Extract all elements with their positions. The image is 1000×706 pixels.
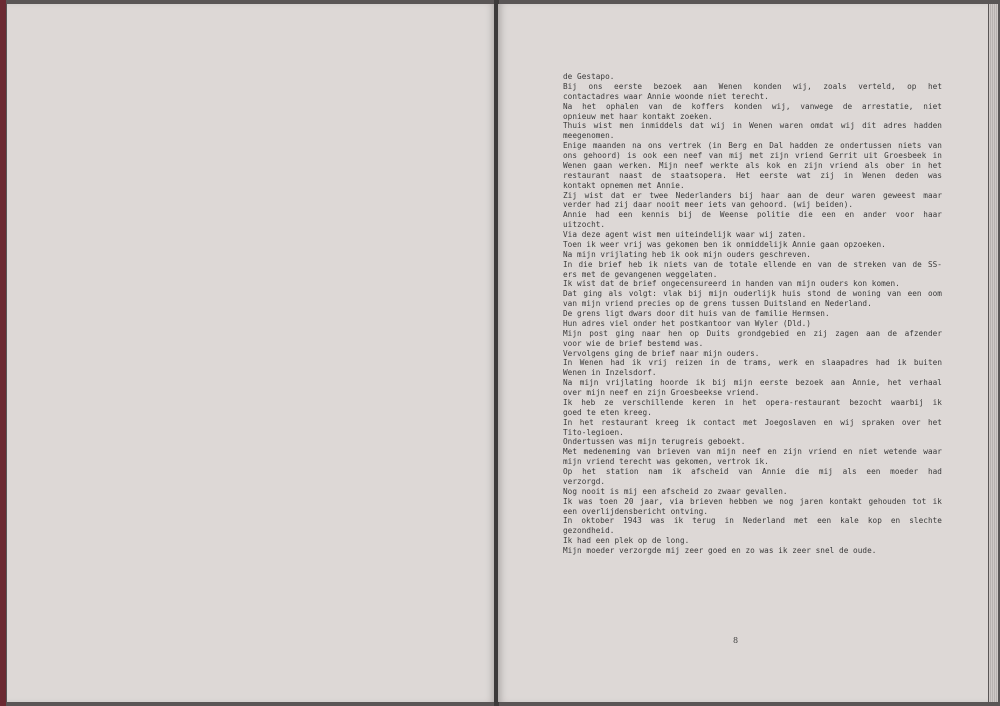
- text-line: In het restaurant kreeg ik contact met Joegoslaven en wij spraken over het: [563, 417, 942, 427]
- text-line: Met medeneming van brieven van mijn neef en zijn vriend en niet wetende waar: [563, 447, 942, 457]
- text-line: In Wenen had ik vrij reizen in de trams, werk en slaapadres had ik buiten: [563, 358, 942, 368]
- text-line: Ik had een plek op de long.: [563, 536, 690, 546]
- text-line: Ondertussen was mijn terugreis geboekt.: [563, 437, 746, 447]
- page-number: 8: [733, 636, 739, 645]
- text-line: goed te eten kreeg.: [563, 407, 652, 417]
- text-line: Zij wist dat er twee Nederlanders bij haar aan de deur waren geweest maar: [563, 190, 942, 200]
- text-line: voor wie de brief bestemd was.: [563, 338, 704, 348]
- text-line: Mijn post ging naar hen op Duits grondgebied en zij zagen aan de afzender: [563, 328, 942, 338]
- text-line: Na het ophalen van de koffers konden wij, vanwege de arrestatie, niet: [563, 101, 942, 111]
- text-line: meegenomen.: [563, 131, 615, 141]
- text-line: een overlijdensbericht ontving.: [563, 506, 709, 516]
- text-line: Nog nooit is mij een afscheid zo zwaar gevallen.: [563, 486, 788, 496]
- text-line: ons gehoord) is ook een neef van mij met zijn vriend Gerrit uit Groesbeek in: [563, 151, 942, 160]
- text-line: gezondheid.: [563, 526, 615, 536]
- text-line: verder had zij daar nooit meer iets van gehoord. (wij beiden).: [563, 200, 854, 210]
- text-line: Na mijn vrijlating heb ik ook mijn ouders geschreven.: [563, 249, 811, 259]
- text-line: van mijn vriend precies op de grens tussen Duitsland en Nederland.: [563, 299, 872, 309]
- text-line: In die brief heb ik niets van de totale ellende en van de streken van de SS-: [563, 259, 942, 269]
- text-line: Na mijn vrijlating hoorde ik bij mijn eerste bezoek aan Annie, het verhaal: [563, 378, 942, 388]
- text-line: Wenen gaan werken. Mijn neef werkte als kok en zijn vriend als ober in het: [563, 160, 942, 170]
- text-line: restaurant naast de staatsopera. Het eerste wat zij in Wenen deden was: [563, 170, 942, 180]
- text-line: Bij ons eerste bezoek aan Wenen konden wij, zoals verteld, op het: [563, 81, 942, 91]
- text-line: Enige maanden na ons vertrek (in Berg en Dal hadden ze ondertussen niets van: [563, 141, 942, 151]
- text-line: mijn vriend terecht was gekomen, vertrok ik.: [563, 457, 769, 467]
- text-line: de Gestapo.: [563, 72, 615, 81]
- text-line: Ik was toen 20 jaar, via brieven hebben we nog jaren kontakt gehouden tot ik: [563, 496, 942, 506]
- text-line: opnieuw met haar kontakt zoeken.: [563, 111, 713, 121]
- text-line: Toen ik weer vrij was gekomen ben ik onmiddelijk Annie gaan opzoeken.: [563, 239, 886, 249]
- book-cover-edge: [0, 0, 6, 706]
- text-line: Dat ging als volgt: vlak bij mijn ouderlijk huis stond de woning van een oom: [563, 289, 942, 299]
- text-line: Annie had een kennis bij de Weense politie die een en ander voor haar: [563, 210, 942, 220]
- page-text-block: [563, 72, 942, 556]
- text-line: Ik wist dat de brief ongecensureerd in handen van mijn ouders kon komen.: [563, 279, 900, 289]
- left-page-blank: [7, 4, 495, 702]
- text-line: Mijn moeder verzorgde mij zeer goed en zo was ik zeer snel de oude.: [563, 546, 877, 555]
- text-line: In oktober 1943 was ik terug in Nederland met een kale kop en slechte: [563, 516, 942, 526]
- text-line: Tito-legioen.: [563, 427, 624, 437]
- text-line: verzorgd.: [563, 476, 606, 486]
- text-line: kontakt opnemen met Annie.: [563, 180, 685, 190]
- text-line: uitzocht.: [563, 220, 606, 230]
- text-line: Vervolgens ging de brief naar mijn ouders.: [563, 348, 760, 358]
- text-line: Thuis wist men inmiddels dat wij in Wenen waren omdat wij dit adres hadden: [563, 121, 942, 131]
- text-line: contactadres waar Annie woonde niet terecht.: [563, 91, 769, 101]
- page-stack-edge: [989, 4, 998, 702]
- text-line: ers met de gevangenen weggelaten.: [563, 269, 718, 279]
- text-line: Hun adres viel onder het postkantoor van Wyler (Dld.): [563, 318, 811, 328]
- text-line: Op het station nam ik afscheid van Annie die mij als een moeder had: [563, 467, 942, 476]
- text-line: Wenen in Inzelsdorf.: [563, 368, 657, 378]
- text-line: over mijn neef en zijn Groesbeekse vriend.: [563, 388, 760, 397]
- text-line: Ik heb ze verschillende keren in het opera-restaurant bezocht waarbij ik: [563, 397, 942, 407]
- text-line: Via deze agent wist men uiteindelijk waar wij zaten.: [563, 230, 807, 239]
- text-line: De grens ligt dwars door dit huis van de familie Hermsen.: [563, 309, 830, 318]
